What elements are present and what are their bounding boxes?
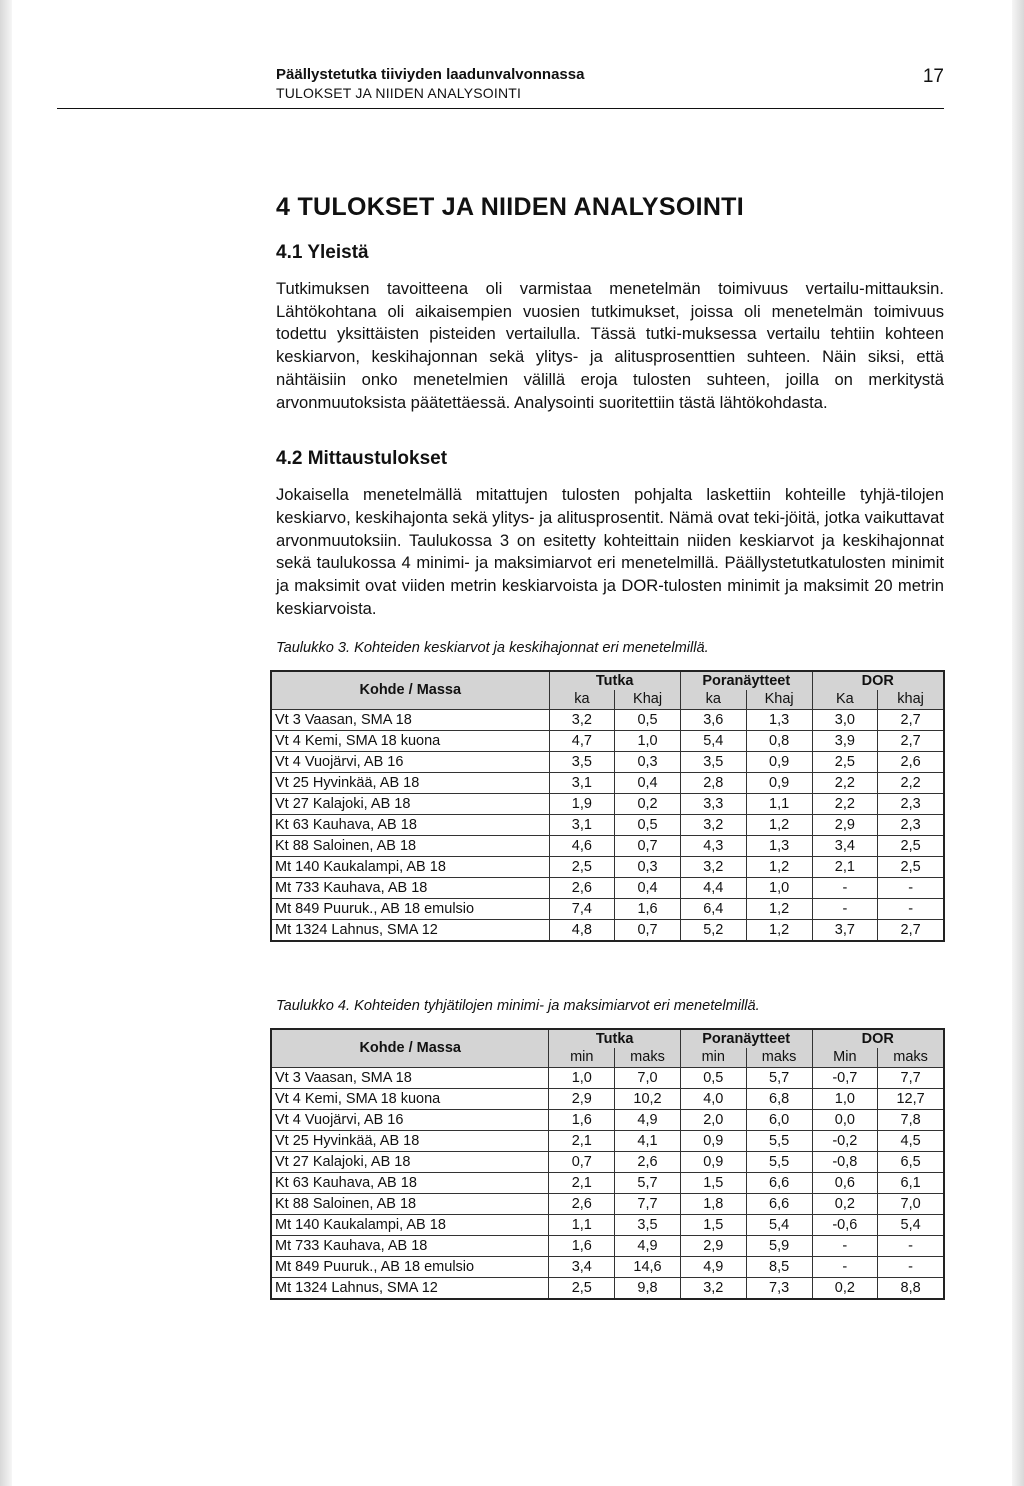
cell-value: 5,4 (878, 1215, 944, 1236)
subheader: Khaj (615, 690, 681, 710)
cell-value: 2,5 (878, 836, 944, 857)
cell-value: 6,0 (746, 1110, 812, 1131)
cell-kohde: Mt 140 Kaukalampi, AB 18 (271, 1215, 549, 1236)
cell-value: 7,7 (615, 1194, 681, 1215)
cell-value: 3,2 (549, 710, 615, 731)
page-number: 17 (922, 66, 944, 87)
cell-value: 0,7 (549, 1152, 615, 1173)
cell-value: 1,5 (680, 1173, 746, 1194)
cell-value: 2,2 (878, 773, 944, 794)
chapter-heading: 4 TULOKSET JA NIIDEN ANALYSOINTI (276, 193, 744, 221)
table-row (271, 1257, 944, 1278)
cell-value: 7,8 (878, 1110, 944, 1131)
group-header-poranaytteet: Poranäytteet (680, 1029, 812, 1048)
table-4 (270, 1028, 945, 1300)
cell-value: 7,3 (746, 1278, 812, 1300)
cell-kohde: Vt 27 Kalajoki, AB 18 (271, 1152, 549, 1173)
table-row (271, 899, 944, 920)
cell-kohde: Vt 4 Kemi, SMA 18 kuona (271, 1089, 549, 1110)
cell-value: 3,0 (812, 710, 878, 731)
subheader: maks (615, 1048, 681, 1068)
cell-value: - (878, 899, 944, 920)
group-header-dor: DOR (812, 1029, 944, 1048)
cell-value: 1,3 (746, 836, 812, 857)
cell-value: 2,8 (680, 773, 746, 794)
subheader: maks (746, 1048, 812, 1068)
cell-kohde: Vt 3 Vaasan, SMA 18 (271, 1068, 549, 1089)
cell-kohde: Vt 27 Kalajoki, AB 18 (271, 794, 549, 815)
cell-value: 1,0 (549, 1068, 615, 1089)
cell-value: 2,9 (549, 1089, 615, 1110)
cell-value: 0,7 (615, 920, 681, 942)
cell-value: 2,5 (549, 857, 615, 878)
cell-value: 1,9 (549, 794, 615, 815)
cell-kohde: Mt 733 Kauhava, AB 18 (271, 1236, 549, 1257)
cell-value: 2,5 (549, 1278, 615, 1300)
cell-kohde: Mt 849 Puuruk., AB 18 emulsio (271, 1257, 549, 1278)
cell-value: 2,6 (615, 1152, 681, 1173)
cell-value: 1,1 (549, 1215, 615, 1236)
cell-value: 6,6 (746, 1194, 812, 1215)
cell-value: 0,5 (680, 1068, 746, 1089)
cell-kohde: Mt 140 Kaukalampi, AB 18 (271, 857, 549, 878)
cell-value: 4,3 (680, 836, 746, 857)
cell-value: 0,3 (615, 752, 681, 773)
cell-value: 4,4 (680, 878, 746, 899)
cell-value: 0,5 (615, 815, 681, 836)
subheader: Khaj (746, 690, 812, 710)
table-row (271, 1089, 944, 1110)
cell-value: - (878, 1236, 944, 1257)
cell-value: - (878, 1257, 944, 1278)
table-row (271, 1215, 944, 1236)
cell-value: 4,1 (615, 1131, 681, 1152)
cell-value: 3,4 (549, 1257, 615, 1278)
cell-value: 5,5 (746, 1131, 812, 1152)
table-row (271, 1110, 944, 1131)
cell-value: 4,0 (680, 1089, 746, 1110)
subheader: ka (549, 690, 615, 710)
cell-value: 1,0 (812, 1089, 878, 1110)
cell-value: 2,7 (878, 920, 944, 942)
cell-value: 1,1 (746, 794, 812, 815)
cell-value: 0,5 (615, 710, 681, 731)
table-row (271, 731, 944, 752)
cell-kohde: Mt 849 Puuruk., AB 18 emulsio (271, 899, 549, 920)
cell-value: 4,7 (549, 731, 615, 752)
cell-value: 3,2 (680, 1278, 746, 1300)
table-row (271, 1236, 944, 1257)
cell-value: 14,6 (615, 1257, 681, 1278)
cell-kohde: Mt 733 Kauhava, AB 18 (271, 878, 549, 899)
subheader: min (680, 1048, 746, 1068)
column-header-kohde: Kohde / Massa (271, 671, 549, 710)
cell-kohde: Vt 25 Hyvinkää, AB 18 (271, 773, 549, 794)
cell-value: 2,1 (549, 1173, 615, 1194)
subheader: ka (680, 690, 746, 710)
cell-value: 2,6 (549, 878, 615, 899)
cell-value: 3,1 (549, 815, 615, 836)
cell-value: 1,2 (746, 920, 812, 942)
cell-value: 3,1 (549, 773, 615, 794)
cell-value: 4,8 (549, 920, 615, 942)
cell-value: 0,9 (746, 752, 812, 773)
cell-value: 7,0 (615, 1068, 681, 1089)
cell-value: 1,6 (549, 1110, 615, 1131)
table-row (271, 1278, 944, 1300)
table-row (271, 836, 944, 857)
cell-value: -0,2 (812, 1131, 878, 1152)
cell-value: 4,9 (615, 1110, 681, 1131)
column-header-kohde: Kohde / Massa (271, 1029, 549, 1068)
cell-value: 3,5 (549, 752, 615, 773)
cell-value: 0,9 (680, 1152, 746, 1173)
cell-value: 2,7 (878, 710, 944, 731)
cell-value: 5,2 (680, 920, 746, 942)
section-4-1-paragraph: Tutkimuksen tavoitteena oli varmistaa menetelmän toimivuus vertailu-mittauksin. Lähtökohtana oli aikaisempien vuosien tutkimukset, joissa oli menetelmän toimivuus todettu yksittäisten pisteiden vertailulla. Tässä tutki-muksessa vertailu tehtiin kohteen keskiarvon, keskihajonnan sekä ylitys- ja alitusprosenttien suhteen. Näin siksi, että nähtäisiin onko menetelmien välillä eroja tulosten suhteen, joilla on merkitystä arvonmuutoksista päätettäessä. Analysointi suoritettiin tästä lähtökohdasta. (276, 279, 944, 412)
cell-value: 0,3 (615, 857, 681, 878)
cell-value: 5,9 (746, 1236, 812, 1257)
cell-value: 4,9 (680, 1257, 746, 1278)
table-row (271, 1068, 944, 1089)
cell-value: 5,4 (746, 1215, 812, 1236)
cell-value: 9,8 (615, 1278, 681, 1300)
group-header-poranaytteet: Poranäytteet (680, 671, 812, 690)
scan-edge-right (1012, 0, 1024, 1486)
cell-value: 2,3 (878, 815, 944, 836)
cell-value: 1,6 (549, 1236, 615, 1257)
page-content (276, 190, 944, 1300)
cell-value: 7,4 (549, 899, 615, 920)
cell-value: 3,6 (680, 710, 746, 731)
cell-value: 2,5 (878, 857, 944, 878)
cell-value: 2,0 (680, 1110, 746, 1131)
cell-value: 3,5 (615, 1215, 681, 1236)
cell-value: 1,2 (746, 815, 812, 836)
cell-value: 0,0 (812, 1110, 878, 1131)
cell-value: 2,9 (680, 1236, 746, 1257)
cell-value: 7,7 (878, 1068, 944, 1089)
cell-value: 0,2 (812, 1278, 878, 1300)
table-3-caption: Taulukko 3. Kohteiden keskiarvot ja keskihajonnat eri menetelmillä. (276, 640, 709, 657)
group-header-dor: DOR (812, 671, 944, 690)
running-header (276, 66, 944, 102)
cell-value: 1,2 (746, 899, 812, 920)
cell-value: 6,6 (746, 1173, 812, 1194)
cell-kohde: Vt 4 Kemi, SMA 18 kuona (271, 731, 549, 752)
cell-kohde: Kt 88 Saloinen, AB 18 (271, 836, 549, 857)
cell-value: 3,5 (680, 752, 746, 773)
group-header-tutka: Tutka (549, 671, 680, 690)
cell-value: 2,1 (549, 1131, 615, 1152)
cell-value: 3,9 (812, 731, 878, 752)
group-header-tutka: Tutka (549, 1029, 680, 1048)
subheader: maks (878, 1048, 944, 1068)
cell-kohde: Kt 63 Kauhava, AB 18 (271, 815, 549, 836)
cell-value: 1,3 (746, 710, 812, 731)
cell-kohde: Vt 3 Vaasan, SMA 18 (271, 710, 549, 731)
cell-value: 0,7 (615, 836, 681, 857)
cell-kohde: Kt 88 Saloinen, AB 18 (271, 1194, 549, 1215)
cell-value: 0,8 (746, 731, 812, 752)
table-4-caption: Taulukko 4. Kohteiden tyhjätilojen minimi- ja maksimiarvot eri menetelmillä. (276, 998, 760, 1015)
cell-value: 0,4 (615, 878, 681, 899)
cell-value: - (812, 1257, 878, 1278)
cell-value: 2,7 (878, 731, 944, 752)
section-heading-4-2: 4.2 Mittaustulokset (276, 448, 448, 470)
table-row (271, 1131, 944, 1152)
cell-value: 0,6 (812, 1173, 878, 1194)
cell-value: 2,6 (878, 752, 944, 773)
cell-kohde: Vt 4 Vuojärvi, AB 16 (271, 752, 549, 773)
cell-value: 4,9 (615, 1236, 681, 1257)
cell-value: 1,6 (615, 899, 681, 920)
table-row (271, 1194, 944, 1215)
subheader: Ka (812, 690, 878, 710)
cell-kohde: Mt 1324 Lahnus, SMA 12 (271, 920, 549, 942)
cell-value: 8,8 (878, 1278, 944, 1300)
table-row (271, 710, 944, 731)
subheader: Min (812, 1048, 878, 1068)
cell-value: 0,2 (615, 794, 681, 815)
section-4-2-paragraph: Jokaisella menetelmällä mitattujen tulosten pohjalta laskettiin kohteille tyhjä-tilojen keskiarvo, keskihajonta sekä ylitys- ja alitusprosentit. Nämä ovat teki-jöitä, jotka vaikuttavat arvonmuutoksiin. Taulukossa 3 on esitetty kohteittain niiden keskiarvot ja keskihajonnat sekä taulukossa 4 minimi- ja maksimiarvot eri menetelmillä. Päällystetutkatulosten minimit ja maksimit ovat viiden metrin keskiarvoista ja DOR-tulosten minimit ja maksimit 20 metrin keskiarvoista. (276, 485, 944, 618)
cell-value: 12,7 (878, 1089, 944, 1110)
cell-value: -0,7 (812, 1068, 878, 1089)
subheader: min (549, 1048, 615, 1068)
cell-value: 1,0 (746, 878, 812, 899)
table-row (271, 1152, 944, 1173)
cell-value: 1,0 (615, 731, 681, 752)
cell-value: 0,4 (615, 773, 681, 794)
cell-value: 5,7 (615, 1173, 681, 1194)
cell-value: 3,7 (812, 920, 878, 942)
table-row (271, 794, 944, 815)
cell-value: 0,2 (812, 1194, 878, 1215)
cell-value: 2,9 (812, 815, 878, 836)
running-header-subtitle: TULOKSET JA NIIDEN ANALYSOINTI (276, 85, 522, 101)
section-heading-4-1: 4.1 Yleistä (276, 242, 369, 263)
cell-value: 7,0 (878, 1194, 944, 1215)
cell-value: 5,7 (746, 1068, 812, 1089)
cell-value: -0,8 (812, 1152, 878, 1173)
cell-value: 2,2 (812, 794, 878, 815)
cell-value: 1,5 (680, 1215, 746, 1236)
cell-value: 0,9 (680, 1131, 746, 1152)
cell-value: 2,2 (812, 773, 878, 794)
cell-value: 6,4 (680, 899, 746, 920)
cell-value: 3,2 (680, 857, 746, 878)
cell-kohde: Mt 1324 Lahnus, SMA 12 (271, 1278, 549, 1300)
table-row (271, 773, 944, 794)
scan-edge-left (0, 0, 12, 1486)
cell-value: 6,8 (746, 1089, 812, 1110)
cell-kohde: Vt 4 Vuojärvi, AB 16 (271, 1110, 549, 1131)
table-row (271, 878, 944, 899)
cell-value: 6,1 (878, 1173, 944, 1194)
cell-value: - (812, 878, 878, 899)
cell-value: 6,5 (878, 1152, 944, 1173)
table-row (271, 1173, 944, 1194)
cell-value: 0,9 (746, 773, 812, 794)
cell-value: 3,3 (680, 794, 746, 815)
cell-value: 3,4 (812, 836, 878, 857)
cell-value: 10,2 (615, 1089, 681, 1110)
cell-value: 2,1 (812, 857, 878, 878)
cell-value: - (812, 899, 878, 920)
cell-value: 1,2 (746, 857, 812, 878)
cell-value: 2,5 (812, 752, 878, 773)
cell-kohde: Vt 25 Hyvinkää, AB 18 (271, 1131, 549, 1152)
cell-value: 3,2 (680, 815, 746, 836)
table-3 (270, 670, 945, 942)
subheader: khaj (878, 690, 944, 710)
cell-value: 2,3 (878, 794, 944, 815)
table-row (271, 815, 944, 836)
cell-value: 8,5 (746, 1257, 812, 1278)
table-row (271, 752, 944, 773)
cell-value: 5,4 (680, 731, 746, 752)
cell-value: 4,6 (549, 836, 615, 857)
table-row (271, 857, 944, 878)
cell-value: - (812, 1236, 878, 1257)
cell-value: 5,5 (746, 1152, 812, 1173)
cell-kohde: Kt 63 Kauhava, AB 18 (271, 1173, 549, 1194)
running-header-title: Päällystetutka tiiviyden laadunvalvonnassa (276, 66, 585, 83)
cell-value: 2,6 (549, 1194, 615, 1215)
cell-value: 1,8 (680, 1194, 746, 1215)
cell-value: - (878, 878, 944, 899)
table-row (271, 920, 944, 942)
header-rule (57, 108, 944, 109)
cell-value: -0,6 (812, 1215, 878, 1236)
cell-value: 4,5 (878, 1131, 944, 1152)
